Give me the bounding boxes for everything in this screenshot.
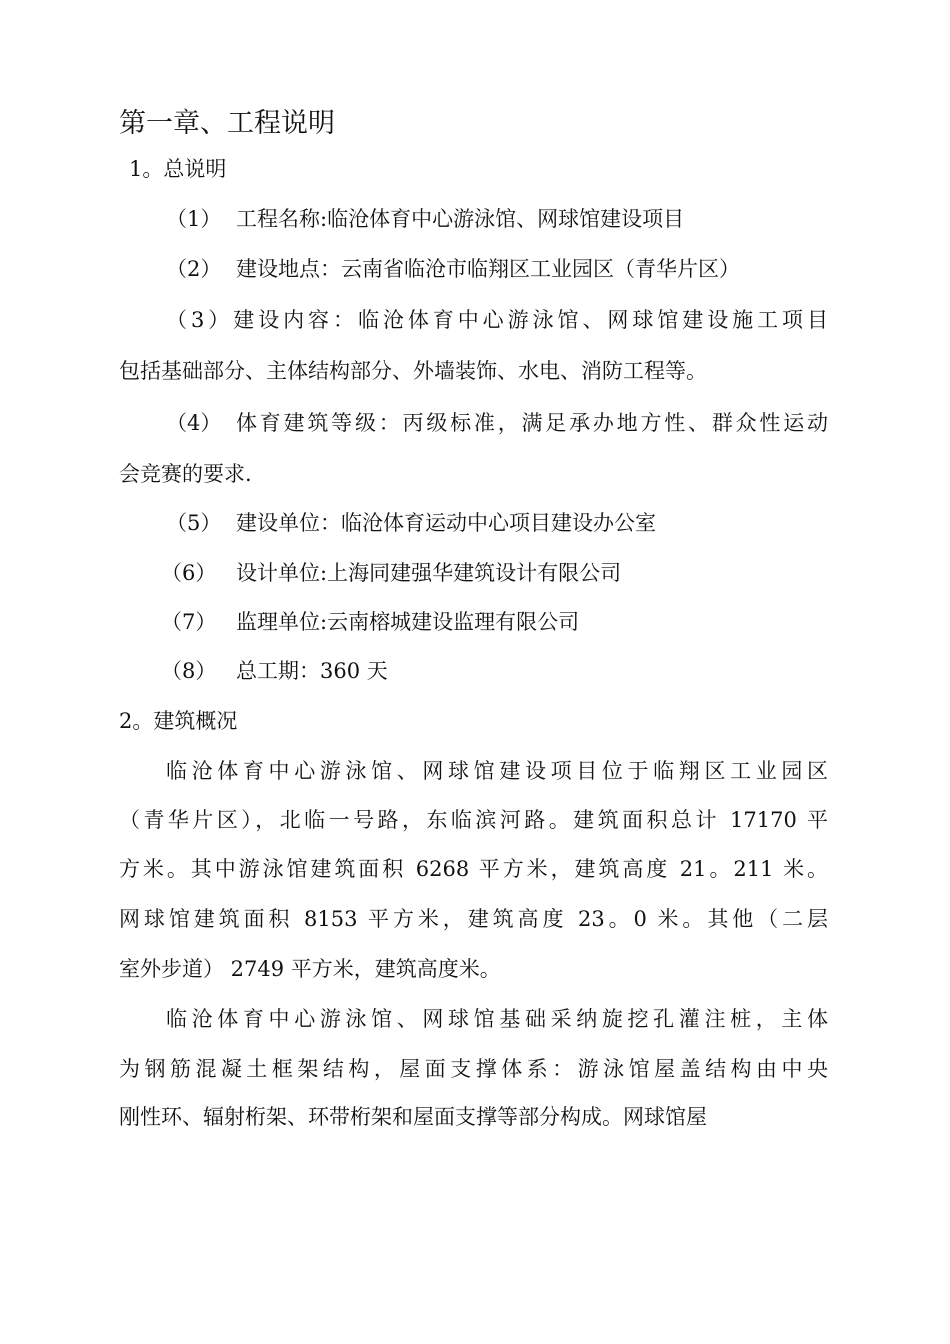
item-text: 总工期：360 天: [236, 659, 388, 683]
paragraph-1-line-2: （青华片区），北临一号路，东临滨河路。建筑面积总计 17170 平: [119, 808, 828, 832]
section-1-heading: 1。总说明: [129, 157, 227, 181]
paragraph-2-line-1: 临沧体育中心游泳馆、网球馆基础采纳旋挖孔灌注桩，主体: [166, 1007, 828, 1031]
item-6: [161, 559, 621, 587]
paragraph-1-line-5: 室外步道） 2749 平方米，建筑高度米。: [119, 957, 501, 981]
paragraph-1-line-4: 网球馆建筑面积 8153 平方米，建筑高度 23。0 米。其他（二层: [119, 907, 828, 931]
item-text: 设计单位:上海同建强华建筑设计有限公司: [236, 561, 622, 585]
item-text: 工程名称:临沧体育中心游泳馆、网球馆建设项目: [236, 207, 685, 231]
item-5: [166, 509, 656, 537]
item-4-line-2: 会竞赛的要求.: [119, 462, 252, 486]
item-number: （8）: [161, 659, 217, 683]
item-4-line-1: [166, 409, 828, 437]
paragraph-2-line-2: 为钢筋混凝土框架结构，屋面支撑体系：游泳馆屋盖结构由中央: [119, 1057, 828, 1081]
item-text: 建设地点：云南省临沧市临翔区工业园区（青华片区）: [236, 257, 740, 281]
chapter-title: 第一章、工程说明: [119, 108, 335, 139]
item-7: [161, 608, 579, 636]
item-number: （2）: [166, 257, 222, 281]
item-8: [161, 657, 388, 685]
item-1: [166, 205, 684, 233]
paragraph-2-line-3: 刚性环、辐射桁架、环带桁架和屋面支撑等部分构成。网球馆屋: [119, 1105, 707, 1129]
paragraph-1-line-3: 方米。其中游泳馆建筑面积 6268 平方米，建筑高度 21。211 米。: [119, 857, 828, 881]
item-number: （1）: [166, 207, 222, 231]
item-text: 体育建筑等级：丙级标准，满足承办地方性、群众性运动: [236, 411, 828, 435]
item-2: [166, 255, 740, 283]
item-number: （6）: [161, 561, 217, 585]
item-3-line-2: 包括基础部分、主体结构部分、外墙装饰、水电、消防工程等。: [119, 359, 707, 383]
item-number: （4）: [166, 411, 222, 435]
item-number: （5）: [166, 511, 222, 535]
item-3-line-1: （3）建设内容：临沧体育中心游泳馆、网球馆建设施工项目: [166, 308, 828, 332]
item-text: 建设单位：临沧体育运动中心项目建设办公室: [236, 511, 656, 535]
paragraph-1-line-1: 临沧体育中心游泳馆、网球馆建设项目位于临翔区工业园区: [166, 759, 828, 783]
section-2-heading: 2。建筑概况: [119, 709, 238, 733]
item-number: （7）: [161, 610, 217, 634]
item-text: 监理单位:云南榕城建设监理有限公司: [236, 610, 580, 634]
